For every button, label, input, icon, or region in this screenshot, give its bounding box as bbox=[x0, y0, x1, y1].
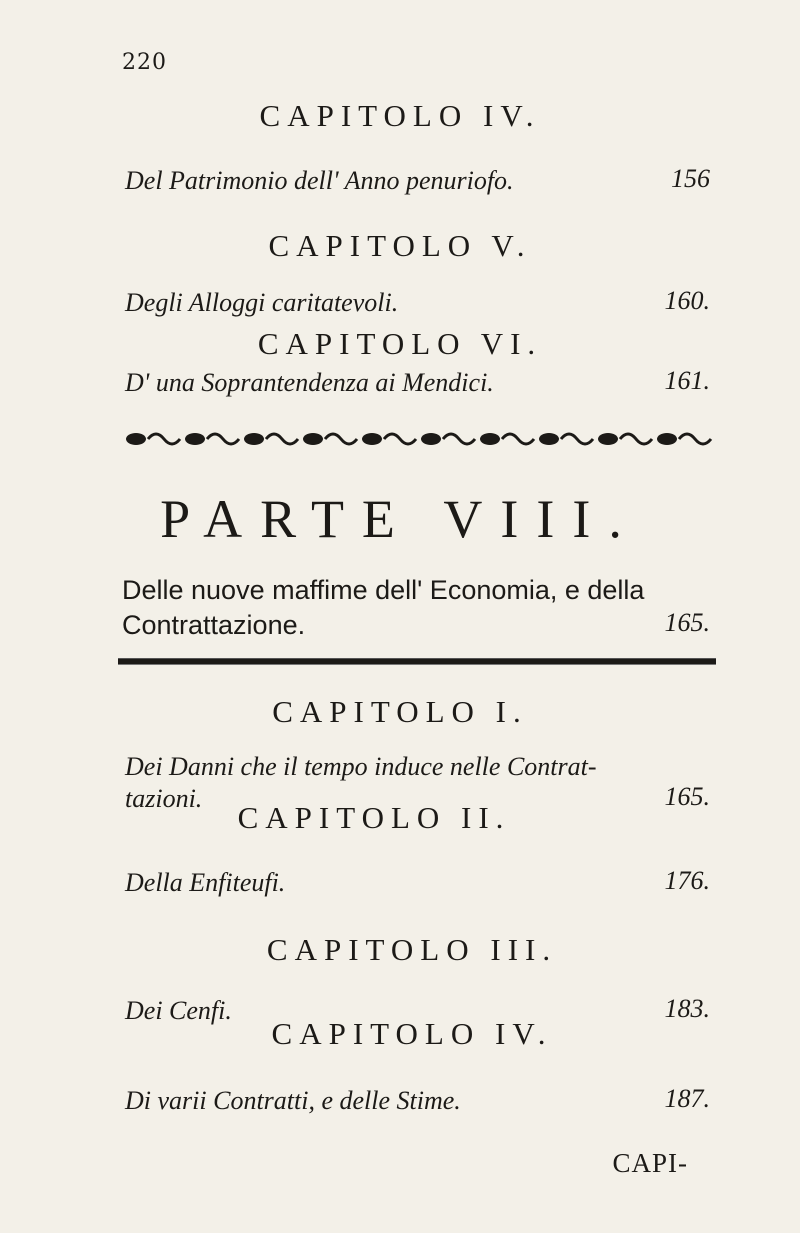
chapter-title: Del Patrimonio dell' Anno penuriofo. bbox=[125, 166, 514, 195]
ornament-flourish bbox=[598, 433, 618, 445]
ornament-flourish bbox=[126, 433, 146, 445]
ornament-scroll bbox=[443, 434, 475, 444]
ornament-scroll bbox=[679, 434, 711, 444]
ornament-scroll bbox=[620, 434, 652, 444]
chapter-heading: CAPITOLO III. bbox=[266, 932, 558, 967]
ornament-flourish bbox=[185, 433, 205, 445]
page-reference: 187. bbox=[664, 1084, 710, 1113]
chapter-title-line-2: tazioni. bbox=[125, 784, 203, 813]
part-title-line-1: Delle nuove maffime dell' Economia, e della bbox=[122, 575, 645, 605]
ornament-scroll bbox=[266, 434, 298, 444]
ornament-scroll bbox=[148, 434, 180, 444]
page-reference: 161. bbox=[664, 366, 710, 395]
chapter-heading: CAPITOLO II. bbox=[237, 800, 511, 835]
ornament-flourish bbox=[657, 433, 677, 445]
page-reference: 165. bbox=[664, 782, 710, 811]
chapter-title: Dei Cenfi. bbox=[125, 996, 232, 1025]
page-reference: 165. bbox=[664, 608, 710, 637]
ornament-scroll bbox=[561, 434, 593, 444]
ornament-flourish bbox=[244, 433, 264, 445]
ornament-flourish bbox=[303, 433, 323, 445]
page-reference: 176. bbox=[664, 866, 710, 895]
chapter-heading: CAPITOLO IV. bbox=[271, 1016, 553, 1051]
chapter-heading: CAPITOLO VI. bbox=[257, 326, 543, 361]
ornament-flourish bbox=[480, 433, 500, 445]
page-number: 220 bbox=[122, 50, 167, 75]
chapter-heading: CAPITOLO V. bbox=[268, 228, 532, 263]
ornament-scroll bbox=[207, 434, 239, 444]
ornament-flourish bbox=[539, 433, 559, 445]
chapter-title: Di varii Contratti, e delle Stime. bbox=[125, 1086, 461, 1115]
ornament-scroll bbox=[384, 434, 416, 444]
part-title-line-2: Contrattazione. bbox=[122, 610, 306, 640]
page-reference: 160. bbox=[664, 286, 710, 315]
part-heading: PARTE VIII. bbox=[160, 489, 640, 549]
ornament-flourish bbox=[421, 433, 441, 445]
chapter-heading: CAPITOLO I. bbox=[272, 694, 528, 729]
chapter-title: Degli Alloggi caritatevoli. bbox=[125, 288, 399, 317]
page-reference: 156 bbox=[671, 164, 710, 193]
divider-rule bbox=[118, 658, 716, 665]
catchword: CAPI- bbox=[612, 1148, 688, 1178]
ornament-band bbox=[118, 425, 718, 453]
page-reference: 183. bbox=[664, 994, 710, 1023]
chapter-title: D' una Soprantendenza ai Mendici. bbox=[125, 368, 494, 397]
chapter-title-line-1: Dei Danni che il tempo induce nelle Contrat- bbox=[125, 752, 597, 781]
ornament-scroll bbox=[502, 434, 534, 444]
chapter-title: Della Enfiteufi. bbox=[125, 868, 286, 897]
ornament-scroll bbox=[325, 434, 357, 444]
chapter-heading: CAPITOLO IV. bbox=[259, 98, 541, 133]
ornament-flourish bbox=[362, 433, 382, 445]
